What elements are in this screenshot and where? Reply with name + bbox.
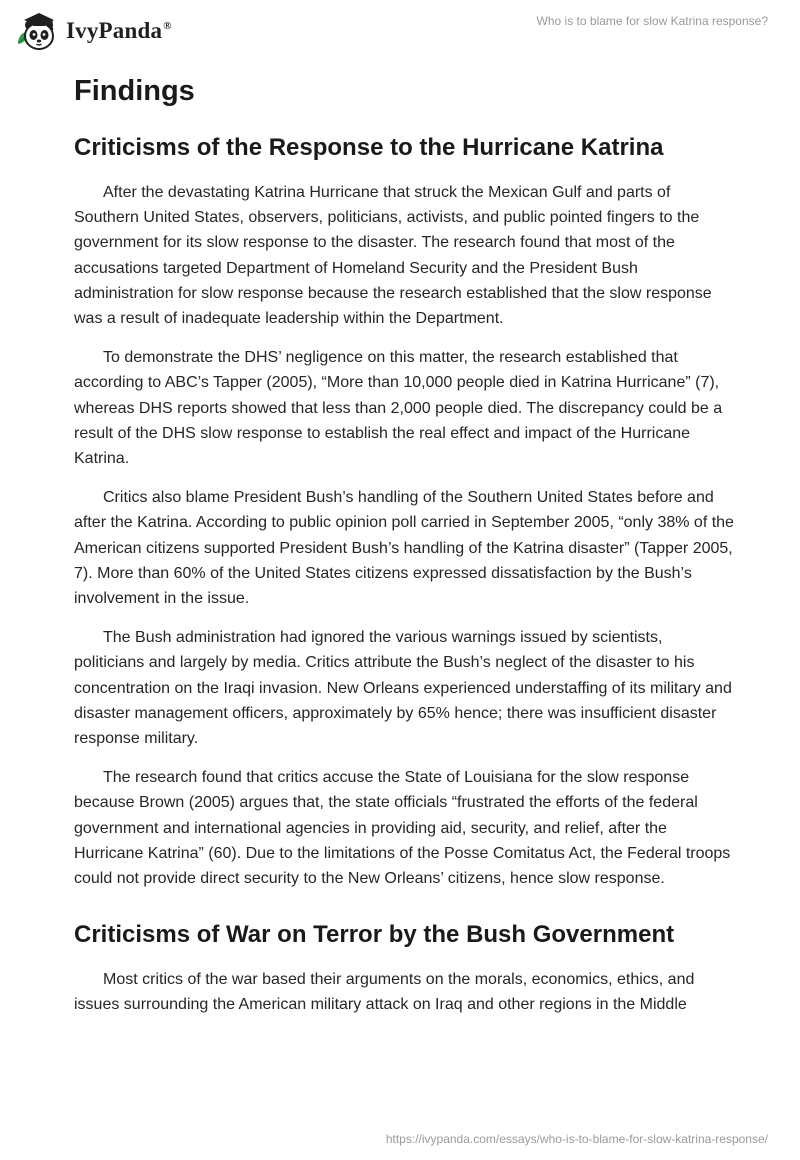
- section-heading: Criticisms of War on Terror by the Bush Government: [74, 921, 675, 949]
- page-header: [0, 0, 800, 60]
- section-katrina-response: [74, 130, 734, 891]
- section-heading: Criticisms of the Response to the Hurricane Katrina: [74, 134, 664, 161]
- ivypanda-logo[interactable]: [14, 8, 172, 54]
- panda-graduate-icon: [14, 8, 60, 54]
- source-url[interactable]: https://ivypanda.com/essays/who-is-to-blame-for-slow-katrina-response/: [385, 1132, 768, 1146]
- article-body: [74, 68, 734, 1032]
- paragraph: The Bush administration had ignored the various warnings issued by scientists, politicians and largely by media. Critics attribute the Bush’s neglect of the disaster to his concentration on the Iraqi invasion. New Orleans experienced understaffing of its military and disaster management officers, approximately by 65% hence; there was insufficient disaster response military.: [74, 629, 732, 748]
- paragraph: After the devastating Katrina Hurricane that struck the Mexican Gulf and parts of Southern United States, observers, politicians, activists, and public pointed fingers to the government for its slow response to the disaster. The research found that most of the accusations targeted Department of Homeland Security and the President Bush administration for slow response because the research established that the slow response was a result of inadequate leadership within the Department.: [74, 184, 712, 328]
- article-heading: Findings: [74, 75, 195, 107]
- brand-name: IvyPanda®: [66, 18, 172, 43]
- paragraph: Critics also blame President Bush’s handling of the Southern United States before and after the Katrina. According to public opinion poll carried in September 2005, “only 38% of the American citizens supported President Bush’s handling of the Katrina disaster” (Tapper 2005, 7). More than 60% of the United States citizens expressed dissatisfaction by the Bush’s involvement in the issue.: [74, 489, 734, 608]
- paragraph: Most critics of the war based their arguments on the morals, economics, ethics, and issues surrounding the American military attack on Iraq and other regions in the Middle: [74, 971, 695, 1014]
- paragraph: The research found that critics accuse the State of Louisiana for the slow response because Brown (2005) argues that, the state officials “frustrated the efforts of the federal government and international agencies in providing aid, security, and relief, after the Hurricane Katrina” (60). Due to the limitations of the Posse Comitatus Act, the Federal troops could not provide direct security to the New Orleans’ citizens, hence slow response.: [74, 769, 731, 888]
- section-war-on-terror: [74, 917, 734, 1017]
- document-title: Who is to blame for slow Katrina response?: [536, 14, 768, 28]
- paragraph: To demonstrate the DHS’ negligence on this matter, the research established that according to ABC’s Tapper (2005), “More than 10,000 people died in Katrina Hurricane” (7), whereas DHS reports showed that less than 2,000 people died. The discrepancy could be a result of the DHS slow response to establish the real effect and impact of the Hurricane Katrina.: [74, 349, 723, 468]
